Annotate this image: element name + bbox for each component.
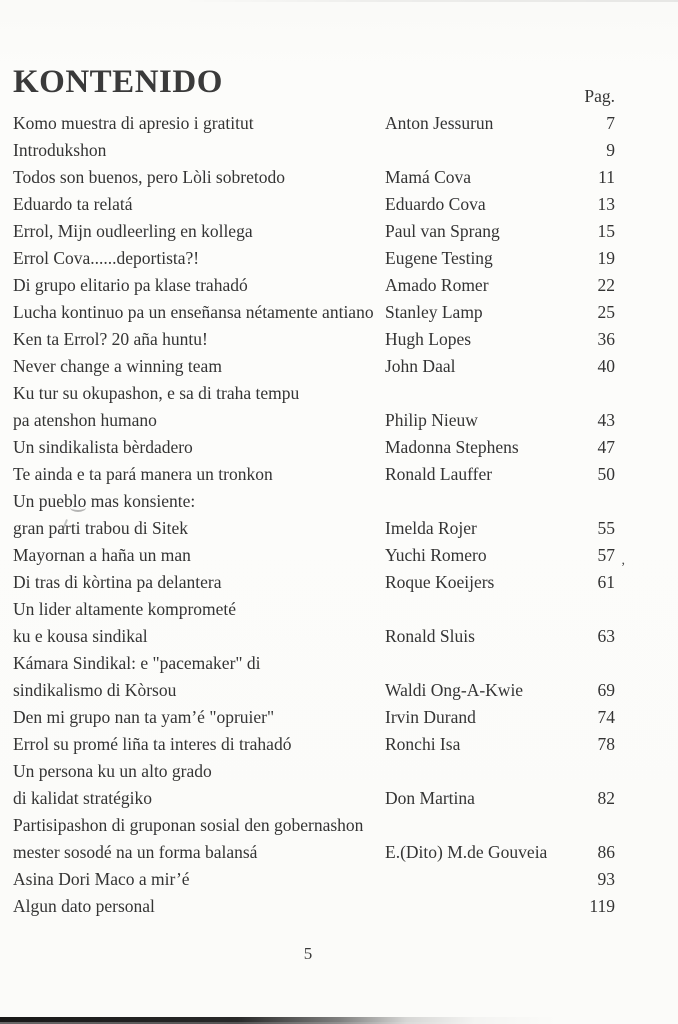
toc-author: Paul van Sprang xyxy=(385,221,500,241)
toc-row xyxy=(0,110,678,137)
toc-title: Un persona ku un alto grado xyxy=(13,761,212,781)
toc-title: pa atenshon humano xyxy=(13,410,157,430)
toc-row xyxy=(0,542,678,569)
toc-title: Un sindikalista bèrdadero xyxy=(13,437,193,457)
toc-author: Philip Nieuw xyxy=(385,410,478,430)
toc-title: Errol, Mijn oudleerling en kollega xyxy=(13,221,253,241)
toc-page-number: 55 xyxy=(597,518,615,538)
toc-title: Un pueblo mas konsiente: xyxy=(13,491,196,511)
toc-row xyxy=(0,488,678,515)
toc-author: Mamá Cova xyxy=(385,167,472,187)
toc-title: Mayornan a haña un man xyxy=(13,545,191,565)
toc-author: Anton Jessurun xyxy=(385,113,494,133)
toc-page-number: 11 xyxy=(598,167,615,187)
toc-title: Errol su promé liña ta interes di trahadó xyxy=(13,734,292,754)
footer-page-number: 5 xyxy=(303,944,313,963)
toc-author: Ronchi Isa xyxy=(385,734,461,754)
pencil-mark-artifact xyxy=(70,503,86,512)
toc-row xyxy=(0,299,678,326)
scan-artifact-comma: , xyxy=(621,553,625,568)
toc-row xyxy=(0,191,678,218)
toc-row xyxy=(0,704,678,731)
toc-header-row xyxy=(0,83,678,110)
toc-title: Ku tur su okupashon, e sa di traha tempu xyxy=(13,383,300,403)
toc-row xyxy=(0,866,678,893)
toc-row xyxy=(0,812,678,839)
toc-title: Un lider altamente komprometé xyxy=(13,599,237,619)
toc-author: Don Martina xyxy=(385,788,475,808)
toc-title: sindikalismo di Kòrsou xyxy=(13,680,177,700)
toc-title: Di tras di kòrtina pa delantera xyxy=(13,572,222,592)
toc-page-number: 119 xyxy=(589,896,615,916)
toc-title: Errol Cova......deportista?! xyxy=(13,248,200,268)
toc-row xyxy=(0,380,678,407)
toc-title: mester sosodé na un forma balansá xyxy=(13,842,258,862)
toc-title: Lucha kontinuo pa un enseñansa nétamente antiano xyxy=(13,302,374,322)
toc-page-number: 69 xyxy=(597,680,615,700)
toc-row xyxy=(0,623,678,650)
toc-row xyxy=(0,137,678,164)
toc-title: Komo muestra di apresio i gratitut xyxy=(13,113,254,133)
toc-author: Stanley Lamp xyxy=(385,302,483,322)
toc-title: Te ainda e ta pará manera un tronkon xyxy=(13,464,273,484)
toc-row xyxy=(0,650,678,677)
toc-page-number: 82 xyxy=(597,788,615,808)
toc-title: Kámara Sindikal: e "pacemaker" di xyxy=(13,653,261,673)
toc-row xyxy=(0,893,678,920)
toc-title: Den mi grupo nan ta yam’é "opruier" xyxy=(13,707,275,727)
toc-title: Never change a winning team xyxy=(13,356,222,376)
toc-page-number: 40 xyxy=(597,356,615,376)
toc-page-number: 50 xyxy=(597,464,615,484)
toc-title: Ken ta Errol? 20 aña huntu! xyxy=(13,329,208,349)
toc-title: Algun dato personal xyxy=(13,896,155,916)
toc-title: Introdukshon xyxy=(13,140,107,160)
table-of-contents xyxy=(0,83,678,920)
toc-page-number: 93 xyxy=(597,869,615,889)
toc-row xyxy=(0,839,678,866)
toc-title: gran parti trabou di Sitek xyxy=(13,518,188,538)
toc-page-number: 63 xyxy=(597,626,615,646)
toc-author: Eduardo Cova xyxy=(385,194,486,214)
toc-page-number: 86 xyxy=(597,842,615,862)
toc-title: Di grupo elitario pa klase trahadó xyxy=(13,275,248,295)
toc-title: Todos son buenos, pero Lòli sobretodo xyxy=(13,167,285,187)
toc-title: ku e kousa sindikal xyxy=(13,626,148,646)
toc-page-number: 15 xyxy=(597,221,615,241)
toc-row xyxy=(0,326,678,353)
toc-title: Partisipashon di gruponan sosial den gobernashon xyxy=(13,815,364,835)
toc-row xyxy=(0,407,678,434)
toc-page-number: 36 xyxy=(597,329,615,349)
toc-row xyxy=(0,731,678,758)
toc-author: Eugene Testing xyxy=(385,248,493,268)
toc-page-number: 25 xyxy=(597,302,615,322)
toc-author: Hugh Lopes xyxy=(385,329,472,349)
toc-row xyxy=(0,434,678,461)
toc-author: John Daal xyxy=(385,356,456,376)
toc-author: Ronald Lauffer xyxy=(385,464,493,484)
toc-title: Eduardo ta relatá xyxy=(13,194,133,214)
toc-page-number: 13 xyxy=(597,194,615,214)
toc-row xyxy=(0,569,678,596)
toc-author: Roque Koeijers xyxy=(385,572,495,592)
toc-row xyxy=(0,218,678,245)
toc-title: Asina Dori Maco a mir’é xyxy=(13,869,190,889)
toc-row xyxy=(0,245,678,272)
toc-rows xyxy=(0,110,678,920)
toc-page-number: 61 xyxy=(597,572,615,592)
scan-edge-line xyxy=(180,0,678,2)
toc-row xyxy=(0,596,678,623)
toc-page-number: 22 xyxy=(597,275,615,295)
toc-title: di kalidat stratégiko xyxy=(13,788,152,808)
toc-page-number: 78 xyxy=(597,734,615,754)
toc-row xyxy=(0,677,678,704)
toc-page-number: 9 xyxy=(606,140,615,160)
toc-author: E.(Dito) M.de Gouveia xyxy=(385,842,548,862)
toc-row xyxy=(0,758,678,785)
toc-author: Yuchi Romero xyxy=(385,545,487,565)
toc-author: Irvin Durand xyxy=(385,707,476,727)
toc-row xyxy=(0,461,678,488)
toc-page-number: 57 , xyxy=(555,542,615,569)
toc-page-number: 19 xyxy=(597,248,615,268)
scan-edge-bar xyxy=(0,1017,678,1024)
toc-row xyxy=(0,272,678,299)
toc-author: Madonna Stephens xyxy=(385,437,519,457)
toc-author: Ronald Sluis xyxy=(385,626,475,646)
toc-page-number: 47 xyxy=(597,437,615,457)
toc-row xyxy=(0,353,678,380)
toc-row xyxy=(0,515,678,542)
toc-page-number: 43 xyxy=(597,410,615,430)
toc-row xyxy=(0,785,678,812)
toc-page-number: 7 xyxy=(606,113,615,133)
page-title: KONTENIDO xyxy=(13,64,223,101)
toc-author: Imelda Rojer xyxy=(385,518,477,538)
page-column-header: Pag. xyxy=(584,86,615,106)
toc-page-number: 74 xyxy=(597,707,615,727)
toc-author: Amado Romer xyxy=(385,275,489,295)
toc-author: Waldi Ong-A-Kwie xyxy=(385,680,524,700)
toc-row xyxy=(0,164,678,191)
